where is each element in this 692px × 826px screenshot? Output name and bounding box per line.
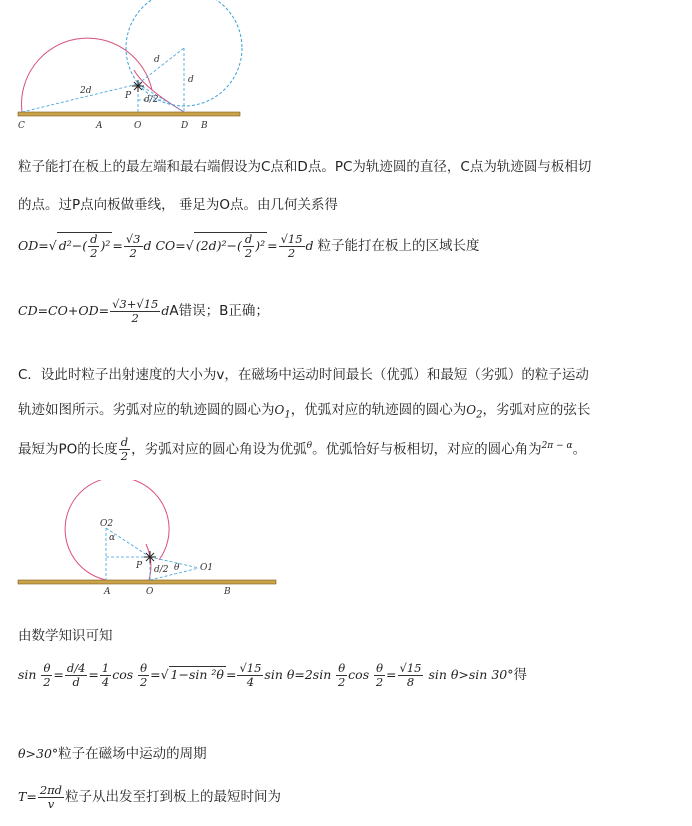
label-d-right: d xyxy=(188,75,194,85)
label-d-half: d/2 xyxy=(144,95,159,105)
label-p: P xyxy=(136,561,143,571)
label-o2: O2 xyxy=(100,519,114,529)
equation-2: CD=CO+OD= $\frac{√3+√15}{2}$ dA错误；B正确； xyxy=(18,297,269,325)
paragraph-6: 由数学知识可知 xyxy=(18,628,113,644)
board xyxy=(18,112,240,116)
label-b: B xyxy=(201,121,208,131)
label-a: A xyxy=(104,587,111,597)
board xyxy=(18,580,276,584)
label-d-upper: d xyxy=(154,55,160,65)
equation-3: sin $\frac{\theta}{2}$ = $\frac{d/4}{d}$ = $\frac{1}{4}$ cos $\frac{\theta}{2}$ =√ 1−sin ²θ = $\frac{√15}{4}$ sin θ=2sin $\frac{\theta}{2}$ cos $\frac{\theta}{2}$ = $\frac{√15}{8}$ sin θ>sin 30°得 xyxy=(18,661,527,689)
radius-line xyxy=(138,48,184,84)
label-theta: θ xyxy=(174,563,180,573)
label-o: O xyxy=(146,587,154,597)
label-o1: O1 xyxy=(200,563,214,573)
figure-1-diagram xyxy=(14,0,274,135)
particle-source-icon xyxy=(144,551,156,563)
pink-trajectory-arc xyxy=(22,38,152,112)
paragraph-1: 粒子能打在板上的最左端和最右端假设为C点和D点。PC为轨迹圆的直径，C点为轨迹圆与板相切 xyxy=(18,159,592,175)
paragraph-2: 的点。过P点向板做垂线， 垂足为O点。由几何关系得 xyxy=(18,197,339,213)
paragraph-5: 最短为PO的长度 $\frac{d}{2}$ ，劣弧对应的圆心角设为优弧$^\theta$。优弧恰好与板相切，对应的圆心角为$^{2\pi - \alpha}$。 xyxy=(18,435,587,463)
label-p: P xyxy=(125,91,132,101)
label-d-half: d/2 xyxy=(154,565,169,575)
figure-2-diagram xyxy=(14,480,284,600)
label-a: A xyxy=(96,121,103,131)
pink-short-arc xyxy=(134,70,184,112)
label-b: B xyxy=(224,587,231,597)
particle-source-icon xyxy=(132,80,144,92)
equation-5: T= $\frac{2\pi d}{v}$ 粒子从出发至打到板上的最短时间为 xyxy=(18,783,282,811)
equation-1: OD=√ d²−( $\frac{d}{2}$ )² = $\frac{√3}{2}$ d CO=√ (2d)²−( $\frac{d}{2}$ )² = $\frac{√15}{2}$ d 粒子能打在板上的区域长度 xyxy=(18,232,480,260)
label-alpha: α xyxy=(109,533,116,543)
label-o: O xyxy=(134,121,142,131)
paragraph-4: 轨迹如图所示。劣弧对应的轨迹圆的圆心为$O_1$，优弧对应的轨迹圆的圆心为$O_2$，劣弧对应的弦长 xyxy=(18,402,591,421)
label-c: C xyxy=(18,121,25,131)
label-d: D xyxy=(181,121,189,131)
label-2d: 2d xyxy=(80,86,92,96)
paragraph-3: C．设此时粒子出射速度的大小为v，在磁场中运动时间最长（优弧）和最短（劣弧）的粒子运动 xyxy=(18,367,589,383)
equation-4: θ>30°粒子在磁场中运动的周期 xyxy=(18,746,207,762)
